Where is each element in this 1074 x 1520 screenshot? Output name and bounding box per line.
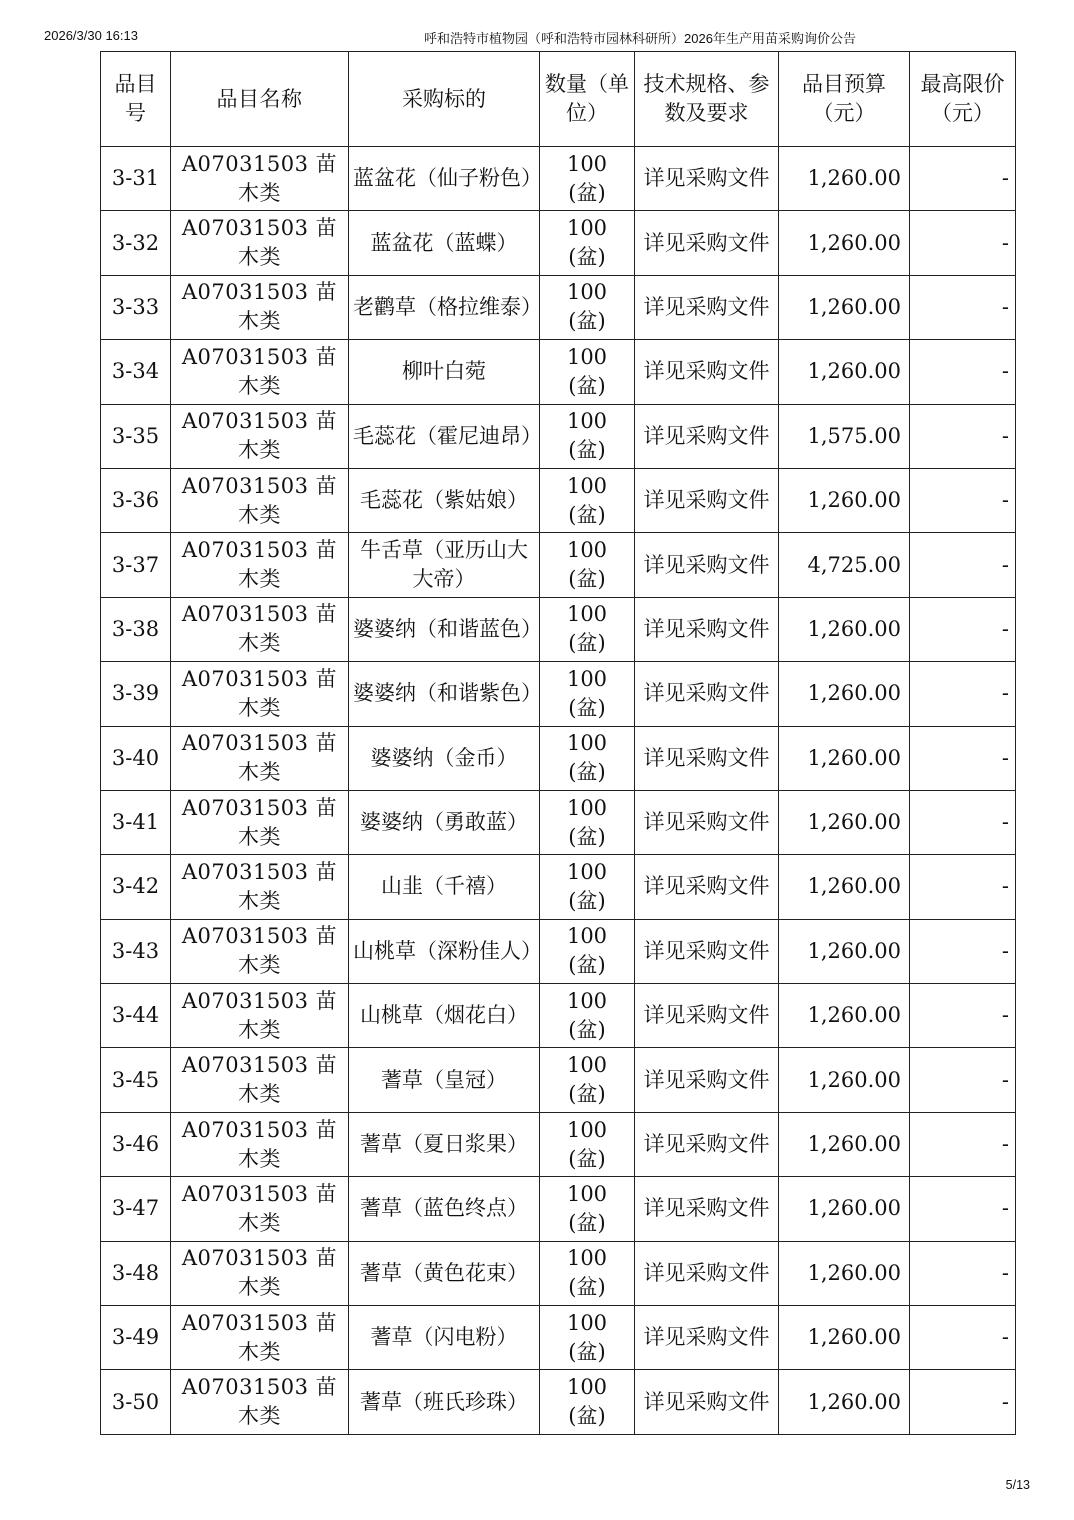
quantity-unit: (盆) bbox=[568, 695, 606, 720]
quantity-unit: (盆) bbox=[568, 245, 606, 270]
cell-item-id: 3-37 bbox=[101, 533, 171, 597]
quantity-unit: (盆) bbox=[568, 1210, 606, 1235]
cell-limit: - bbox=[910, 147, 1016, 211]
quantity-unit: (盆) bbox=[568, 373, 606, 398]
table-row bbox=[101, 1048, 1016, 1112]
cell-item-name: A07031503 苗木类 bbox=[171, 790, 349, 854]
quantity-value: 100 bbox=[566, 280, 608, 305]
cell-quantity bbox=[540, 533, 635, 597]
quantity-value: 100 bbox=[566, 731, 608, 756]
cell-limit: - bbox=[910, 211, 1016, 275]
cell-subject: 老鹳草（格拉维泰） bbox=[349, 275, 540, 339]
page-number: 5/13 bbox=[1005, 1478, 1030, 1492]
cell-spec: 详见采购文件 bbox=[635, 726, 779, 790]
cell-spec: 详见采购文件 bbox=[635, 597, 779, 661]
cell-spec: 详见采购文件 bbox=[635, 855, 779, 919]
cell-spec: 详见采购文件 bbox=[635, 1048, 779, 1112]
cell-budget: 1,575.00 bbox=[779, 404, 910, 468]
quantity-value: 100 bbox=[566, 795, 608, 820]
table-row bbox=[101, 597, 1016, 661]
quantity-value: 100 bbox=[566, 924, 608, 949]
cell-quantity bbox=[540, 275, 635, 339]
cell-item-id: 3-50 bbox=[101, 1370, 171, 1434]
cell-limit: - bbox=[910, 1112, 1016, 1176]
quantity-value: 100 bbox=[566, 1375, 608, 1400]
table-row bbox=[101, 533, 1016, 597]
cell-limit: - bbox=[910, 533, 1016, 597]
quantity-unit: (盆) bbox=[568, 1082, 606, 1107]
cell-limit: - bbox=[910, 1306, 1016, 1370]
cell-item-name: A07031503 苗木类 bbox=[171, 1241, 349, 1305]
quantity-unit: (盆) bbox=[568, 760, 606, 785]
cell-spec: 详见采购文件 bbox=[635, 1370, 779, 1434]
cell-item-id: 3-31 bbox=[101, 147, 171, 211]
cell-quantity bbox=[540, 855, 635, 919]
cell-limit: - bbox=[910, 597, 1016, 661]
cell-limit: - bbox=[910, 790, 1016, 854]
cell-limit: - bbox=[910, 1177, 1016, 1241]
cell-subject: 蓍草（夏日浆果） bbox=[349, 1112, 540, 1176]
cell-item-id: 3-38 bbox=[101, 597, 171, 661]
cell-quantity bbox=[540, 919, 635, 983]
cell-item-id: 3-49 bbox=[101, 1306, 171, 1370]
cell-item-name: A07031503 苗木类 bbox=[171, 1048, 349, 1112]
cell-item-name: A07031503 苗木类 bbox=[171, 597, 349, 661]
cell-item-id: 3-44 bbox=[101, 984, 171, 1048]
column-header-limit: 最高限价（元） bbox=[910, 52, 1016, 147]
cell-quantity bbox=[540, 790, 635, 854]
table-row bbox=[101, 1306, 1016, 1370]
quantity-unit: (盆) bbox=[568, 1017, 606, 1042]
table-row bbox=[101, 984, 1016, 1048]
print-datetime: 2026/3/30 16:13 bbox=[44, 28, 138, 43]
quantity-unit: (盆) bbox=[568, 567, 606, 592]
cell-limit: - bbox=[910, 468, 1016, 532]
quantity-unit: (盆) bbox=[568, 180, 606, 205]
cell-budget: 1,260.00 bbox=[779, 662, 910, 726]
cell-limit: - bbox=[910, 1370, 1016, 1434]
cell-item-name: A07031503 苗木类 bbox=[171, 1177, 349, 1241]
table-row bbox=[101, 790, 1016, 854]
column-header-spec: 技术规格、参数及要求 bbox=[635, 52, 779, 147]
cell-item-id: 3-36 bbox=[101, 468, 171, 532]
cell-quantity bbox=[540, 1048, 635, 1112]
cell-subject: 山桃草（深粉佳人） bbox=[349, 919, 540, 983]
cell-spec: 详见采购文件 bbox=[635, 919, 779, 983]
cell-subject: 蓍草（黄色花束） bbox=[349, 1241, 540, 1305]
cell-subject: 蓍草（蓝色终点） bbox=[349, 1177, 540, 1241]
column-header-name: 品目名称 bbox=[171, 52, 349, 147]
cell-item-id: 3-34 bbox=[101, 340, 171, 404]
quantity-unit: (盆) bbox=[568, 631, 606, 656]
cell-spec: 详见采购文件 bbox=[635, 340, 779, 404]
procurement-table bbox=[100, 51, 1016, 1435]
quantity-value: 100 bbox=[566, 409, 608, 434]
cell-limit: - bbox=[910, 1241, 1016, 1305]
table-row bbox=[101, 1112, 1016, 1176]
cell-limit: - bbox=[910, 1048, 1016, 1112]
cell-item-name: A07031503 苗木类 bbox=[171, 855, 349, 919]
cell-budget: 1,260.00 bbox=[779, 984, 910, 1048]
cell-quantity bbox=[540, 468, 635, 532]
cell-budget: 1,260.00 bbox=[779, 726, 910, 790]
cell-item-id: 3-46 bbox=[101, 1112, 171, 1176]
quantity-value: 100 bbox=[566, 1246, 608, 1271]
cell-quantity bbox=[540, 1306, 635, 1370]
cell-subject: 蓝盆花（蓝蝶） bbox=[349, 211, 540, 275]
table-row bbox=[101, 662, 1016, 726]
table-row bbox=[101, 211, 1016, 275]
cell-item-name: A07031503 苗木类 bbox=[171, 662, 349, 726]
cell-spec: 详见采购文件 bbox=[635, 1177, 779, 1241]
quantity-value: 100 bbox=[566, 988, 608, 1013]
cell-item-id: 3-32 bbox=[101, 211, 171, 275]
cell-budget: 1,260.00 bbox=[779, 211, 910, 275]
quantity-value: 100 bbox=[566, 602, 608, 627]
cell-spec: 详见采购文件 bbox=[635, 1112, 779, 1176]
column-header-id: 品目号 bbox=[101, 52, 171, 147]
quantity-unit: (盆) bbox=[568, 1339, 606, 1364]
table-row bbox=[101, 404, 1016, 468]
cell-quantity bbox=[540, 662, 635, 726]
cell-limit: - bbox=[910, 855, 1016, 919]
cell-subject: 毛蕊花（紫姑娘） bbox=[349, 468, 540, 532]
table-row bbox=[101, 726, 1016, 790]
quantity-value: 100 bbox=[566, 1117, 608, 1142]
cell-subject: 婆婆纳（和谐紫色） bbox=[349, 662, 540, 726]
cell-quantity bbox=[540, 211, 635, 275]
cell-budget: 1,260.00 bbox=[779, 1306, 910, 1370]
cell-item-id: 3-48 bbox=[101, 1241, 171, 1305]
cell-quantity bbox=[540, 726, 635, 790]
cell-budget: 1,260.00 bbox=[779, 597, 910, 661]
cell-budget: 1,260.00 bbox=[779, 855, 910, 919]
cell-item-name: A07031503 苗木类 bbox=[171, 468, 349, 532]
quantity-unit: (盆) bbox=[568, 438, 606, 463]
quantity-unit: (盆) bbox=[568, 888, 606, 913]
cell-item-name: A07031503 苗木类 bbox=[171, 726, 349, 790]
cell-limit: - bbox=[910, 662, 1016, 726]
cell-item-name: A07031503 苗木类 bbox=[171, 404, 349, 468]
cell-item-name: A07031503 苗木类 bbox=[171, 1306, 349, 1370]
quantity-value: 100 bbox=[566, 1181, 608, 1206]
quantity-value: 100 bbox=[566, 151, 608, 176]
cell-subject: 柳叶白菀 bbox=[349, 340, 540, 404]
table-row bbox=[101, 1370, 1016, 1434]
cell-spec: 详见采购文件 bbox=[635, 404, 779, 468]
cell-budget: 1,260.00 bbox=[779, 1177, 910, 1241]
cell-quantity bbox=[540, 404, 635, 468]
quantity-unit: (盆) bbox=[568, 1275, 606, 1300]
cell-subject: 婆婆纳（勇敢蓝） bbox=[349, 790, 540, 854]
column-header-qty: 数量（单位） bbox=[540, 52, 635, 147]
table-row bbox=[101, 919, 1016, 983]
column-header-budget: 品目预算（元） bbox=[779, 52, 910, 147]
cell-limit: - bbox=[910, 340, 1016, 404]
cell-spec: 详见采购文件 bbox=[635, 147, 779, 211]
quantity-unit: (盆) bbox=[568, 953, 606, 978]
cell-item-id: 3-41 bbox=[101, 790, 171, 854]
cell-spec: 详见采购文件 bbox=[635, 1306, 779, 1370]
cell-quantity bbox=[540, 984, 635, 1048]
quantity-value: 100 bbox=[566, 473, 608, 498]
quantity-value: 100 bbox=[566, 666, 608, 691]
cell-spec: 详见采购文件 bbox=[635, 984, 779, 1048]
cell-limit: - bbox=[910, 919, 1016, 983]
cell-quantity bbox=[540, 1241, 635, 1305]
cell-quantity bbox=[540, 1177, 635, 1241]
table-row bbox=[101, 340, 1016, 404]
cell-item-name: A07031503 苗木类 bbox=[171, 340, 349, 404]
cell-budget: 1,260.00 bbox=[779, 1241, 910, 1305]
cell-limit: - bbox=[910, 404, 1016, 468]
cell-limit: - bbox=[910, 275, 1016, 339]
cell-subject: 蓝盆花（仙子粉色） bbox=[349, 147, 540, 211]
cell-subject: 婆婆纳（和谐蓝色） bbox=[349, 597, 540, 661]
cell-spec: 详见采购文件 bbox=[635, 533, 779, 597]
quantity-unit: (盆) bbox=[568, 309, 606, 334]
cell-item-name: A07031503 苗木类 bbox=[171, 1370, 349, 1434]
document-title: 呼和浩特市植物园（呼和浩特市园林科研所）2026年生产用苗采购询价公告 bbox=[424, 31, 856, 46]
cell-item-id: 3-43 bbox=[101, 919, 171, 983]
cell-item-name: A07031503 苗木类 bbox=[171, 919, 349, 983]
cell-quantity bbox=[540, 1112, 635, 1176]
cell-item-id: 3-40 bbox=[101, 726, 171, 790]
cell-subject: 蓍草（闪电粉） bbox=[349, 1306, 540, 1370]
quantity-unit: (盆) bbox=[568, 824, 606, 849]
cell-budget: 1,260.00 bbox=[779, 340, 910, 404]
cell-limit: - bbox=[910, 984, 1016, 1048]
cell-budget: 1,260.00 bbox=[779, 468, 910, 532]
cell-item-name: A07031503 苗木类 bbox=[171, 533, 349, 597]
cell-subject: 山韭（千禧） bbox=[349, 855, 540, 919]
cell-item-name: A07031503 苗木类 bbox=[171, 147, 349, 211]
quantity-unit: (盆) bbox=[568, 1146, 606, 1171]
cell-budget: 1,260.00 bbox=[779, 919, 910, 983]
cell-limit: - bbox=[910, 726, 1016, 790]
quantity-value: 100 bbox=[566, 538, 608, 563]
quantity-value: 100 bbox=[566, 344, 608, 369]
cell-budget: 1,260.00 bbox=[779, 275, 910, 339]
cell-spec: 详见采购文件 bbox=[635, 468, 779, 532]
table-header-row bbox=[101, 52, 1016, 147]
table-row bbox=[101, 855, 1016, 919]
cell-budget: 1,260.00 bbox=[779, 1112, 910, 1176]
cell-budget: 4,725.00 bbox=[779, 533, 910, 597]
cell-item-id: 3-42 bbox=[101, 855, 171, 919]
table-row bbox=[101, 1241, 1016, 1305]
table-row bbox=[101, 275, 1016, 339]
column-header-subject: 采购标的 bbox=[349, 52, 540, 147]
cell-subject: 蓍草（皇冠） bbox=[349, 1048, 540, 1112]
table-body bbox=[101, 147, 1016, 1435]
cell-spec: 详见采购文件 bbox=[635, 662, 779, 726]
quantity-value: 100 bbox=[566, 1053, 608, 1078]
cell-quantity bbox=[540, 1370, 635, 1434]
quantity-unit: (盆) bbox=[568, 1404, 606, 1429]
cell-subject: 牛舌草（亚历山大大帝） bbox=[349, 533, 540, 597]
cell-item-id: 3-47 bbox=[101, 1177, 171, 1241]
cell-subject: 山桃草（烟花白） bbox=[349, 984, 540, 1048]
quantity-unit: (盆) bbox=[568, 502, 606, 527]
cell-item-id: 3-33 bbox=[101, 275, 171, 339]
cell-subject: 婆婆纳（金币） bbox=[349, 726, 540, 790]
cell-budget: 1,260.00 bbox=[779, 1370, 910, 1434]
table-row bbox=[101, 468, 1016, 532]
cell-spec: 详见采购文件 bbox=[635, 275, 779, 339]
cell-quantity bbox=[540, 597, 635, 661]
table-row bbox=[101, 147, 1016, 211]
cell-budget: 1,260.00 bbox=[779, 1048, 910, 1112]
cell-item-name: A07031503 苗木类 bbox=[171, 984, 349, 1048]
cell-subject: 蓍草（班氏珍珠） bbox=[349, 1370, 540, 1434]
cell-budget: 1,260.00 bbox=[779, 147, 910, 211]
cell-item-name: A07031503 苗木类 bbox=[171, 1112, 349, 1176]
cell-item-id: 3-39 bbox=[101, 662, 171, 726]
cell-item-name: A07031503 苗木类 bbox=[171, 275, 349, 339]
cell-item-id: 3-45 bbox=[101, 1048, 171, 1112]
cell-quantity bbox=[540, 147, 635, 211]
cell-quantity bbox=[540, 340, 635, 404]
table-row bbox=[101, 1177, 1016, 1241]
cell-spec: 详见采购文件 bbox=[635, 1241, 779, 1305]
cell-budget: 1,260.00 bbox=[779, 790, 910, 854]
quantity-value: 100 bbox=[566, 1310, 608, 1335]
cell-item-id: 3-35 bbox=[101, 404, 171, 468]
quantity-value: 100 bbox=[566, 216, 608, 241]
cell-subject: 毛蕊花（霍尼迪昂） bbox=[349, 404, 540, 468]
cell-spec: 详见采购文件 bbox=[635, 790, 779, 854]
cell-spec: 详见采购文件 bbox=[635, 211, 779, 275]
cell-item-name: A07031503 苗木类 bbox=[171, 211, 349, 275]
quantity-value: 100 bbox=[566, 859, 608, 884]
